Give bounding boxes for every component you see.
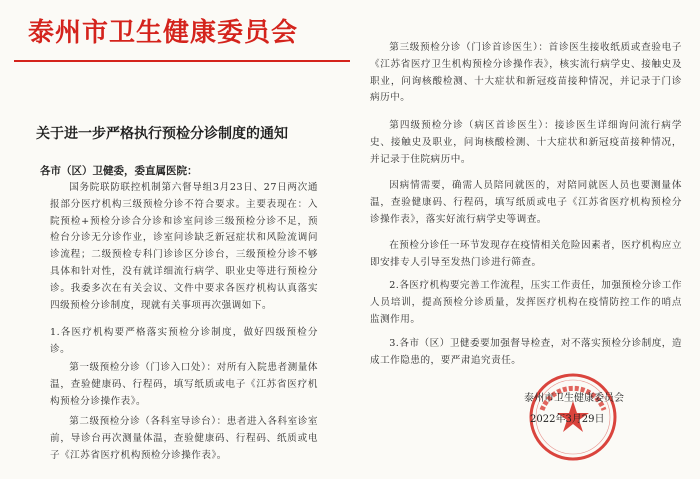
risk-paragraph: 在预检分诊任一环节发现存在疫情相关危险因素者，医疗机构应立即安排专人引导至发热门诊进行筛查。: [370, 240, 682, 268]
item-3-paragraph: 3.各市（区）卫健委要加强督导检查，对不落实预检分诊制度，造成工作隐患的，要严肃追究责任。: [370, 338, 682, 366]
companion-paragraph: 因病情需要，确需人员陪同就医的，对陪同就医人员也要测量体温，查验健康码、行程码，填写纸质或电子《江苏省医疗机构预检分诊操作表》，落实好流行病学史等调查。: [370, 180, 682, 225]
red-header-title: 泰州市卫生健康委员会: [28, 18, 299, 48]
level-4-paragraph: 第四级预检分诊（病区首诊医生）：接诊医生详细询问流行病学史、接触史及职业，问询核酸检测、十大症状和新冠疫苗接种情况，并记录于住院病历中。: [370, 120, 682, 165]
item-2-paragraph: 2.各医疗机构要完善工作流程，压实工作责任，加强预检分诊工作人员培训，提高预检分诊质量，发挥医疗机构在疫情防控工作的哨点监测作用。: [370, 280, 682, 325]
level-2-paragraph: 第二级预检分诊（各科室导诊台）：患者进入各科室诊室前，导诊台再次测量体温，查验健康码、行程码、纸质或电子《江苏省医疗机构预检分诊操作表》。: [50, 416, 318, 461]
addressee-line: 各市（区）卫健委，委直属医院：: [40, 165, 198, 177]
signature-date: 2022年3月29日: [530, 414, 605, 425]
intro-paragraph: 国务院联防联控机制第六督导组3月23日、27日两次通报部分医疗机构三级预检分诊不符合要求。主要表现在：入院预检+预检分诊合分诊和诊室问诊三级预检分诊不足，预检台分诊无分诊作业，诊室问诊缺乏新冠症状和风险流调问诊流程；二级预检专科门诊诊区分诊台，三级预检分诊不够具体和针对性，没有就详细流行病学、职业史等进行预检分诊。我委多次在有关会议、文件中要求各医疗机构认真落实四级预检分诊制度，现就有关事项再次强调如下。: [50, 182, 318, 311]
item-1-paragraph: 1.各医疗机构要严格落实预检分诊制度，做好四级预检分诊。: [50, 327, 318, 355]
signature-organization: 泰州市卫生健康委员会: [524, 393, 624, 404]
level-3-paragraph: 第三级预检分诊（门诊首诊医生）：首诊医生接收纸质或查验电子《江苏省医疗卫生机构预检分诊操作表》，核实流行病学史、接触史及职业，问询核酸检测、十大症状和新冠疫苗接种情况，并记录于门诊病历中。: [370, 42, 682, 104]
right-column: [350, 0, 700, 479]
notice-title: 关于进一步严格执行预检分诊制度的通知: [36, 126, 288, 142]
red-header-rule: [14, 60, 350, 62]
level-1-paragraph: 第一级预检分诊（门诊入口处）：对所有入院患者测量体温，查验健康码、行程码，填写纸质或电子《江苏省医疗机构预检分诊操作表》。: [50, 362, 318, 407]
